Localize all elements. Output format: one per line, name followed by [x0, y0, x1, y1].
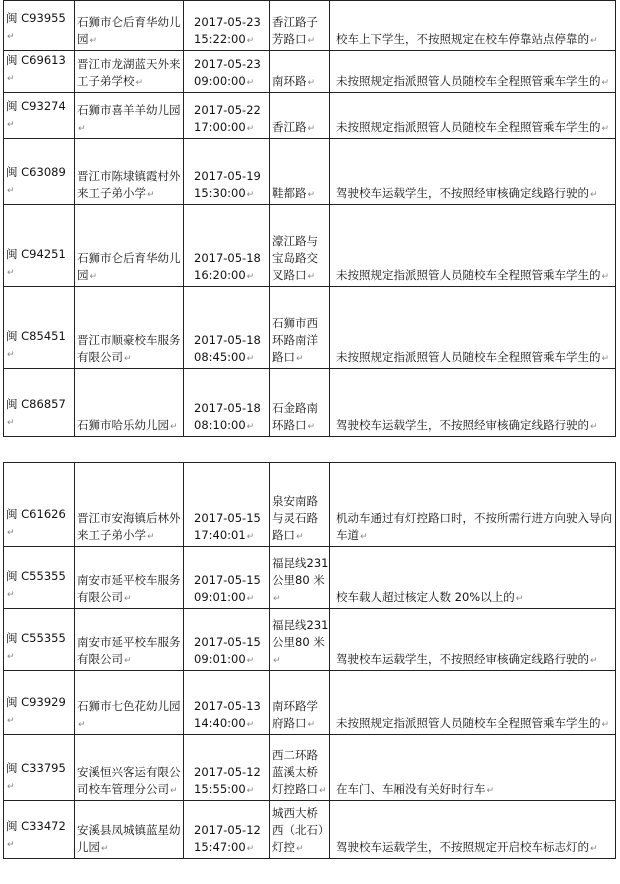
paragraph-mark: ↵ [246, 844, 255, 854]
paragraph-mark: ↵ [486, 786, 495, 796]
paragraph-mark: ↵ [590, 36, 598, 46]
datetime-cell-text: 2017-05-23 [194, 15, 261, 29]
location-cell-text: 城西大桥西（北石）灯控 [272, 806, 324, 854]
paragraph-mark: ↵ [246, 190, 255, 200]
violation-cell [330, 671, 616, 735]
paragraph-mark: ↵ [307, 190, 316, 200]
violation-cell [330, 205, 616, 287]
unit-cell-text: 石狮市仑后育华幼儿园 [77, 15, 181, 46]
violation-cell [330, 93, 616, 139]
datetime-cell-text: 2017-05-15 [194, 511, 261, 525]
paragraph-mark: ↵ [170, 786, 178, 796]
violation-cell-text: 未按照规定指派照管人员随校车全程照管乘车学生的 [336, 716, 601, 730]
location-cell-text: 鞋都路 [272, 186, 307, 200]
paragraph-mark: ↵ [246, 532, 255, 542]
paragraph-mark: ↵ [7, 418, 15, 428]
location-cell [270, 205, 330, 287]
datetime-cell-text: 2017-05-12 [194, 765, 261, 779]
unit-cell [75, 139, 184, 205]
violation-cell [330, 609, 616, 671]
violation-cell [330, 369, 616, 437]
unit-cell-text: 南安市延平校车服务有限公司 [77, 635, 181, 666]
paragraph-mark: ↵ [307, 36, 316, 46]
table-row [4, 287, 616, 369]
paragraph-mark: ↵ [7, 590, 15, 600]
paragraph-mark: ↵ [7, 350, 15, 360]
unit-cell-text: 安溪恒兴客运有限公司校车管理分公司 [77, 765, 181, 796]
datetime-cell [184, 93, 270, 139]
datetime-cell-text: 17:40:01 [194, 528, 246, 542]
paragraph-mark: ↵ [601, 124, 610, 134]
location-cell [270, 463, 330, 547]
violation-cell-text: 驾驶校车运载学生，不按照经审核确定线路行驶的 [336, 186, 589, 200]
location-cell [270, 139, 330, 205]
table-row [4, 369, 616, 437]
unit-cell [75, 205, 184, 287]
unit-cell [75, 463, 184, 547]
violation-cell [330, 547, 616, 609]
paragraph-mark: ↵ [360, 532, 368, 542]
paragraph-mark: ↵ [307, 422, 316, 432]
paragraph-mark: ↵ [101, 844, 109, 854]
table-row [4, 547, 616, 609]
plate-cell [4, 1, 75, 51]
paragraph-mark: ↵ [246, 656, 255, 666]
location-cell [270, 369, 330, 437]
unit-cell-text: 石狮市喜羊羊幼儿园 [77, 103, 181, 117]
datetime-cell-text: 2017-05-18 [194, 401, 261, 415]
paragraph-mark: ↵ [296, 532, 304, 542]
violation-cell-text: 驾驶校车运载学生，不按照经审核确定线路行驶的 [336, 652, 589, 666]
paragraph-mark: ↵ [7, 782, 15, 792]
datetime-cell-text: 15:55:00 [194, 782, 246, 796]
plate-cell-text: 闽 C55355 [6, 631, 66, 645]
paragraph-mark: ↵ [246, 354, 255, 364]
table-row [4, 51, 616, 93]
paragraph-mark: ↵ [89, 272, 98, 282]
table-row [4, 205, 616, 287]
paragraph-mark: ↵ [78, 124, 86, 134]
paragraph-mark: ↵ [124, 656, 132, 666]
datetime-cell-text: 2017-05-23 [194, 57, 261, 71]
paragraph-mark: ↵ [78, 720, 86, 730]
violation-cell [330, 463, 616, 547]
paragraph-mark: ↵ [590, 190, 598, 200]
violation-cell-text: 校车载人超过核定人数 20%以上的 [336, 590, 515, 604]
datetime-cell [184, 609, 270, 671]
paragraph-mark: ↵ [246, 594, 255, 604]
datetime-cell-text: 09:00:00 [194, 74, 246, 88]
unit-cell-text: 石狮市仑后育华幼儿园 [77, 251, 181, 282]
paragraph-mark: ↵ [7, 186, 15, 196]
location-cell [270, 93, 330, 139]
plate-cell [4, 801, 75, 859]
location-cell-text: 石狮市西环路南洋路口 [272, 316, 318, 364]
location-cell-text: 香江路子芳路口 [272, 15, 318, 46]
paragraph-mark: ↵ [7, 268, 15, 278]
table-row [4, 139, 616, 205]
paragraph-mark: ↵ [246, 272, 255, 282]
violations-table-bottom [3, 462, 616, 859]
datetime-cell-text: 2017-05-15 [194, 635, 261, 649]
paragraph-mark: ↵ [124, 594, 132, 604]
unit-cell-text: 安溪县凤城镇蓝星幼儿园 [77, 823, 181, 854]
plate-cell-text: 闽 C33472 [6, 819, 66, 833]
location-cell-text: 西二环路蓝溪太桥灯控路口 [272, 748, 318, 796]
unit-cell [75, 801, 184, 859]
violation-cell-text: 在车门、车厢没有关好时行车 [336, 782, 486, 796]
paragraph-mark: ↵ [601, 720, 610, 730]
paragraph-mark: ↵ [246, 36, 255, 46]
datetime-cell [184, 801, 270, 859]
paragraph-mark: ↵ [319, 786, 327, 796]
violation-cell-text: 未按照规定指派照管人员随校车全程照管乘车学生的 [336, 268, 601, 282]
violation-cell [330, 139, 616, 205]
paragraph-mark: ↵ [307, 78, 316, 88]
datetime-cell-text: 15:47:00 [194, 840, 246, 854]
location-cell [270, 735, 330, 801]
location-cell-text: 香江路 [272, 120, 307, 134]
datetime-cell-text: 09:01:00 [194, 590, 246, 604]
datetime-cell-text: 14:40:00 [194, 716, 246, 730]
violation-cell-text: 校车上下学生，不按照规定在校车停靠站点停靠的 [336, 32, 589, 46]
violation-cell [330, 1, 616, 51]
violation-cell [330, 735, 616, 801]
violation-cell-text: 机动车通过有灯控路口时，不按所需行进方向驶入导向车道 [336, 511, 612, 542]
unit-cell [75, 1, 184, 51]
plate-cell-text: 闽 C33795 [6, 761, 66, 775]
datetime-cell-text: 2017-05-22 [194, 103, 261, 117]
paragraph-mark: ↵ [273, 656, 281, 666]
plate-cell-text: 闽 C93955 [6, 11, 66, 25]
datetime-cell-text: 2017-05-15 [194, 573, 261, 587]
paragraph-mark: ↵ [7, 652, 15, 662]
plate-cell [4, 735, 75, 801]
paragraph-mark: ↵ [124, 354, 132, 364]
location-cell-text: 福昆线231 公里80 米 [272, 556, 329, 587]
paragraph-mark: ↵ [246, 124, 255, 134]
location-cell-text: 南环路 [272, 74, 307, 88]
plate-cell-text: 闽 C63089 [6, 165, 66, 179]
datetime-cell [184, 1, 270, 51]
paragraph-mark: ↵ [7, 716, 15, 726]
datetime-cell [184, 51, 270, 93]
paragraph-mark: ↵ [307, 124, 316, 134]
datetime-cell-text: 2017-05-19 [194, 169, 261, 183]
location-cell-text: 福昆线231 公里80 米 [272, 618, 329, 649]
datetime-cell [184, 463, 270, 547]
paragraph-mark: ↵ [7, 32, 15, 42]
paragraph-mark: ↵ [7, 74, 15, 84]
unit-cell-text: 晋江市安海镇后林外来工子弟小学 [77, 511, 181, 542]
paragraph-mark: ↵ [307, 272, 316, 282]
location-cell-text: 泉安南路与灵石路路口 [272, 494, 318, 542]
violation-cell-text: 未按照规定指派照管人员随校车全程照管乘车学生的 [336, 120, 601, 134]
plate-cell [4, 139, 75, 205]
paragraph-mark: ↵ [170, 422, 178, 432]
datetime-cell [184, 205, 270, 287]
plate-cell-text: 闽 C69613 [6, 53, 66, 67]
unit-cell-text: 晋江市陈埭镇霞村外来工子弟小学 [77, 169, 181, 200]
table-row [4, 463, 616, 547]
paragraph-mark: ↵ [246, 720, 255, 730]
plate-cell [4, 671, 75, 735]
violation-cell-text: 未按照规定指派照管人员随校车全程照管乘车学生的 [336, 74, 601, 88]
table-row [4, 801, 616, 859]
paragraph-mark: ↵ [7, 528, 15, 538]
datetime-cell-text: 15:30:00 [194, 186, 246, 200]
paragraph-mark: ↵ [147, 190, 155, 200]
location-cell-text: 南环路学府路口 [272, 699, 318, 730]
datetime-cell-text: 09:01:00 [194, 652, 246, 666]
paragraph-mark: ↵ [296, 354, 304, 364]
paragraph-mark: ↵ [147, 532, 155, 542]
datetime-cell-text: 15:22:00 [194, 32, 246, 46]
location-cell [270, 547, 330, 609]
plate-cell [4, 51, 75, 93]
datetime-cell [184, 369, 270, 437]
plate-cell [4, 93, 75, 139]
datetime-cell [184, 547, 270, 609]
unit-cell [75, 287, 184, 369]
table-row [4, 93, 616, 139]
table-row [4, 671, 616, 735]
table-row [4, 735, 616, 801]
plate-cell-text: 闽 C93929 [6, 695, 66, 709]
datetime-cell-text: 2017-05-18 [194, 251, 261, 265]
violation-cell [330, 51, 616, 93]
unit-cell [75, 735, 184, 801]
plate-cell-text: 闽 C61626 [6, 507, 66, 521]
unit-cell [75, 51, 184, 93]
unit-cell-text: 晋江市龙湖蓝天外来工子弟学校 [77, 57, 181, 88]
table-row [4, 609, 616, 671]
location-cell [270, 609, 330, 671]
plate-cell-text: 闽 C86857 [6, 397, 66, 411]
unit-cell-text: 晋江市顺豪校车服务有限公司 [77, 333, 181, 364]
paragraph-mark: ↵ [89, 36, 98, 46]
datetime-cell-text: 08:10:00 [194, 418, 246, 432]
datetime-cell-text: 2017-05-13 [194, 699, 261, 713]
paragraph-mark: ↵ [135, 78, 144, 88]
paragraph-mark: ↵ [590, 844, 598, 854]
location-cell [270, 801, 330, 859]
paragraph-mark: ↵ [590, 422, 598, 432]
paragraph-mark: ↵ [601, 78, 610, 88]
violation-cell [330, 287, 616, 369]
location-cell [270, 1, 330, 51]
paragraph-mark: ↵ [590, 656, 598, 666]
location-cell-text: 石金路南环路口 [272, 401, 318, 432]
paragraph-mark: ↵ [296, 844, 304, 854]
datetime-cell [184, 735, 270, 801]
paragraph-mark: ↵ [515, 594, 524, 604]
plate-cell [4, 547, 75, 609]
plate-cell [4, 463, 75, 547]
unit-cell-text: 石狮市七色花幼儿园 [77, 699, 181, 713]
paragraph-mark: ↵ [246, 78, 255, 88]
paragraph-mark: ↵ [246, 786, 255, 796]
paragraph-mark: ↵ [601, 272, 610, 282]
unit-cell [75, 547, 184, 609]
datetime-cell-text: 17:00:00 [194, 120, 246, 134]
location-cell-text: 濠江路与宝岛路交叉路口 [272, 234, 318, 282]
violation-cell [330, 801, 616, 859]
plate-cell-text: 闽 C55355 [6, 569, 66, 583]
unit-cell [75, 671, 184, 735]
unit-cell [75, 93, 184, 139]
violation-cell-text: 驾驶校车运载学生，不按照规定开启校车标志灯的 [336, 840, 589, 854]
paragraph-mark: ↵ [7, 840, 15, 850]
plate-cell-text: 闽 C85451 [6, 329, 66, 343]
plate-cell [4, 369, 75, 437]
unit-cell [75, 369, 184, 437]
violation-cell-text: 未按照规定指派照管人员随校车全程照管乘车学生的 [336, 350, 601, 364]
plate-cell [4, 205, 75, 287]
paragraph-mark: ↵ [246, 422, 255, 432]
location-cell [270, 671, 330, 735]
paragraph-mark: ↵ [7, 120, 15, 130]
datetime-cell [184, 139, 270, 205]
paragraph-mark: ↵ [601, 354, 610, 364]
violations-table-top [3, 0, 616, 437]
datetime-cell [184, 671, 270, 735]
datetime-cell-text: 08:45:00 [194, 350, 246, 364]
location-cell [270, 51, 330, 93]
unit-cell-text: 南安市延平校车服务有限公司 [77, 573, 181, 604]
datetime-cell-text: 16:20:00 [194, 268, 246, 282]
unit-cell [75, 609, 184, 671]
datetime-cell [184, 287, 270, 369]
datetime-cell-text: 2017-05-18 [194, 333, 261, 347]
plate-cell [4, 609, 75, 671]
location-cell [270, 287, 330, 369]
plate-cell-text: 闽 C93274 [6, 99, 66, 113]
table-row [4, 1, 616, 51]
paragraph-mark: ↵ [273, 594, 281, 604]
violation-cell-text: 驾驶校车运载学生，不按照经审核确定线路行驶的 [336, 418, 589, 432]
paragraph-mark: ↵ [307, 720, 316, 730]
plate-cell [4, 287, 75, 369]
plate-cell-text: 闽 C94251 [6, 247, 66, 261]
datetime-cell-text: 2017-05-12 [194, 823, 261, 837]
unit-cell-text: 石狮市哈乐幼儿园 [77, 418, 169, 432]
